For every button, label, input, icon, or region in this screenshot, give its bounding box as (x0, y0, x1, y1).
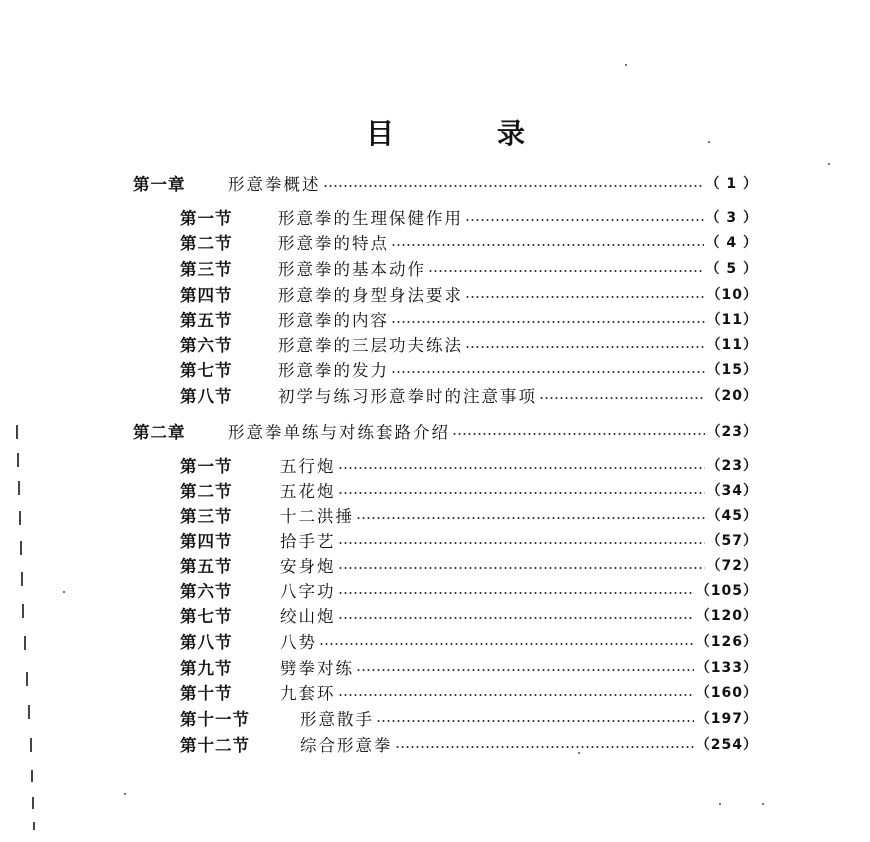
page-number: （133） (695, 660, 758, 676)
section-label: 第三节 (180, 260, 233, 279)
title-char-1: 目 (366, 117, 395, 150)
section-name: 形意拳的基本动作 (278, 260, 426, 279)
section-2-3-entry[interactable] (180, 503, 758, 527)
scan-speck (762, 803, 764, 805)
section-name: 安身炮 (280, 557, 336, 576)
section-name: 五花炮 (280, 482, 336, 501)
section-2-12-entry[interactable] (180, 732, 758, 756)
dot-leader (323, 184, 704, 188)
dot-leader (391, 243, 704, 247)
page-number: （45） (706, 508, 758, 524)
page-number: （197） (695, 711, 758, 727)
section-2-7-entry[interactable] (180, 603, 758, 627)
section-1-4-entry[interactable] (180, 282, 758, 306)
scan-speck (625, 64, 627, 66)
section-name: 八字功 (280, 582, 336, 601)
page-number: （57） (706, 533, 758, 549)
section-label: 第二节 (180, 234, 233, 253)
section-name: 绞山炮 (280, 607, 336, 626)
section-1-8-entry[interactable] (180, 383, 758, 407)
dot-leader (338, 541, 705, 545)
margin-mark (31, 770, 33, 782)
margin-mark (18, 481, 20, 495)
scan-speck (708, 141, 710, 143)
dot-leader (428, 269, 704, 273)
dot-leader (319, 642, 694, 646)
section-name: 形意拳的生理保健作用 (278, 209, 463, 228)
margin-mark (32, 797, 34, 809)
section-2-9-entry[interactable] (180, 655, 758, 679)
section-label: 第六节 (180, 582, 233, 601)
section-label: 第十二节 (180, 736, 250, 755)
dot-leader (539, 396, 705, 400)
section-name: 综合形意拳 (300, 736, 393, 755)
page-number: （ 5 ） (705, 261, 758, 277)
dot-leader (391, 320, 705, 324)
page-number: （126） (695, 634, 758, 650)
dot-leader (338, 591, 694, 595)
page-number: （ 3 ） (705, 210, 758, 226)
section-2-4-entry[interactable] (180, 528, 758, 552)
section-2-6-entry[interactable] (180, 578, 758, 602)
section-2-11-entry[interactable] (180, 706, 758, 730)
section-label: 第三节 (180, 507, 233, 526)
scan-speck (124, 793, 126, 795)
margin-mark (19, 511, 21, 525)
section-name: 拾手艺 (280, 532, 336, 551)
section-name: 初学与练习形意拳时的注意事项 (278, 387, 537, 406)
chapter-name: 形意拳概述 (228, 175, 321, 194)
page-number: （11） (706, 312, 758, 328)
section-2-1-entry[interactable] (180, 453, 758, 477)
section-1-7-entry[interactable] (180, 357, 758, 381)
section-name: 形意散手 (300, 710, 374, 729)
section-label: 第十节 (180, 684, 233, 703)
margin-mark (26, 672, 28, 686)
section-1-6-entry[interactable] (180, 332, 758, 356)
scan-speck (578, 752, 580, 754)
chapter-label: 第一章 (133, 175, 186, 194)
section-name: 十二洪捶 (280, 507, 354, 526)
section-name: 八势 (280, 633, 317, 652)
margin-mark (16, 425, 18, 439)
section-name: 形意拳的特点 (278, 234, 389, 253)
section-label: 第八节 (180, 633, 233, 652)
scan-speck (828, 163, 830, 165)
dot-leader (452, 432, 705, 436)
section-label: 第七节 (180, 361, 233, 380)
chapter-name: 形意拳单练与对练套路介绍 (228, 423, 450, 442)
scan-speck (63, 591, 65, 593)
dot-leader (465, 345, 705, 349)
page-number: （160） (695, 685, 758, 701)
section-label: 第六节 (180, 336, 233, 355)
dot-leader (356, 516, 705, 520)
section-name: 劈拳对练 (280, 659, 354, 678)
section-2-10-entry[interactable] (180, 680, 758, 704)
section-name: 形意拳的身型身法要求 (278, 286, 463, 305)
margin-mark (33, 822, 35, 830)
margin-mark (17, 453, 19, 467)
page-number: （11） (706, 337, 758, 353)
page-title (0, 112, 870, 152)
dot-leader (391, 370, 705, 374)
page-number: （23） (706, 424, 758, 440)
dot-leader (376, 719, 694, 723)
chapter-label: 第二章 (133, 423, 186, 442)
dot-leader (465, 218, 704, 222)
margin-mark (22, 604, 24, 618)
dot-leader (465, 295, 705, 299)
page-number: （72） (706, 558, 758, 574)
page-number: （ 4 ） (705, 235, 758, 251)
section-name: 形意拳的发力 (278, 361, 389, 380)
section-name: 九套环 (280, 684, 336, 703)
section-1-2-entry[interactable] (180, 230, 758, 254)
section-2-2-entry[interactable] (180, 478, 758, 502)
section-name: 形意拳的三层功夫练法 (278, 336, 463, 355)
title-char-2: 录 (497, 117, 526, 150)
section-label: 第五节 (180, 557, 233, 576)
section-label: 第十一节 (180, 710, 250, 729)
scan-speck (719, 803, 721, 805)
section-label: 第二节 (180, 482, 233, 501)
margin-mark (24, 636, 26, 650)
section-1-5-entry[interactable] (180, 307, 758, 331)
page-number: （105） (695, 583, 758, 599)
section-label: 第八节 (180, 387, 233, 406)
dot-leader (338, 693, 694, 697)
chapter-2-entry[interactable] (133, 419, 758, 443)
margin-mark (30, 738, 32, 752)
dot-leader (338, 466, 705, 470)
section-1-1-entry[interactable] (180, 205, 758, 229)
page-number: （ 1 ） (705, 176, 758, 192)
section-label: 第七节 (180, 607, 233, 626)
section-2-5-entry[interactable] (180, 553, 758, 577)
page-number: （34） (706, 483, 758, 499)
dot-leader (338, 616, 694, 620)
section-label: 第一节 (180, 209, 233, 228)
page-number: （20） (706, 388, 758, 404)
section-label: 第五节 (180, 311, 233, 330)
dot-leader (338, 491, 705, 495)
section-label: 第一节 (180, 457, 233, 476)
margin-mark (21, 572, 23, 586)
section-name: 形意拳的内容 (278, 311, 389, 330)
section-label: 第四节 (180, 532, 233, 551)
page-number: （15） (706, 362, 758, 378)
dot-leader (395, 745, 694, 749)
page-number: （23） (706, 458, 758, 474)
page-number: （10） (706, 287, 758, 303)
section-1-3-entry[interactable] (180, 256, 758, 280)
section-name: 五行炮 (280, 457, 336, 476)
page-number: （254） (695, 737, 758, 753)
section-label: 第四节 (180, 286, 233, 305)
chapter-1-entry[interactable] (133, 171, 758, 195)
section-2-8-entry[interactable] (180, 629, 758, 653)
section-label: 第九节 (180, 659, 233, 678)
margin-mark (20, 541, 22, 555)
page-number: （120） (695, 608, 758, 624)
dot-leader (338, 566, 705, 570)
dot-leader (356, 668, 694, 672)
margin-mark (28, 705, 30, 719)
